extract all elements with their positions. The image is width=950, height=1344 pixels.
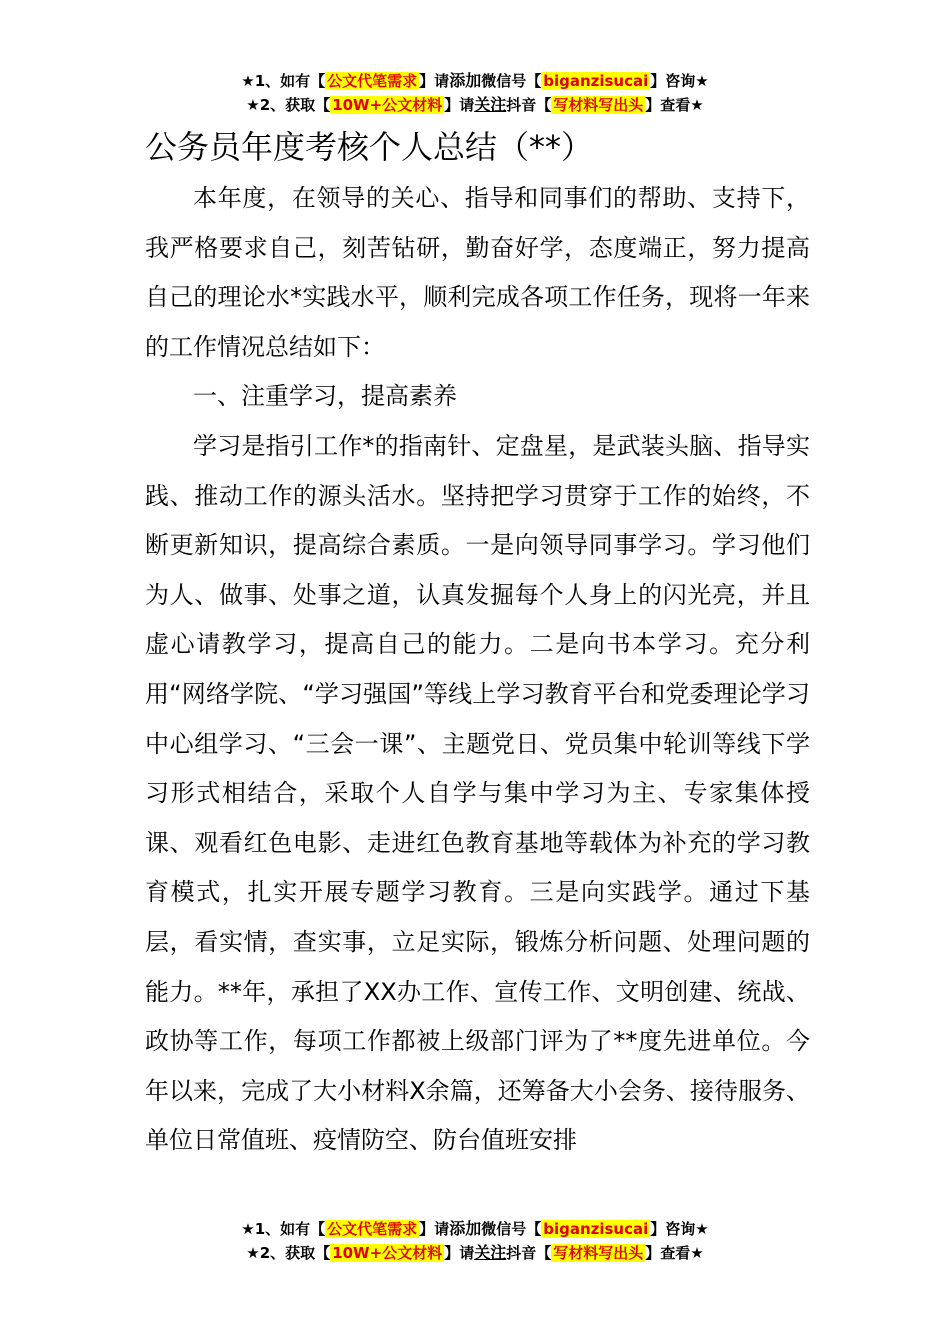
banner-text: 】请 — [419, 72, 450, 90]
section-heading: 一、注重学习，提高素养 — [193, 382, 457, 411]
banner-text: 抖音【 — [506, 96, 552, 114]
banner-line-2 — [0, 1241, 950, 1265]
banner-text: 】查看★ — [645, 96, 704, 114]
banner-text: ★2、获取【 — [246, 96, 331, 114]
banner-text: 微信号【 — [481, 72, 542, 90]
highlight-service: 公文代笔需求 — [327, 1220, 418, 1238]
banner-text: 】请 — [444, 1244, 475, 1262]
banner-text: 抖音【 — [506, 1244, 552, 1262]
highlight-wechat-id: biganzisucai — [543, 72, 649, 90]
banner-emphasis: 添加 — [449, 71, 482, 90]
banner-line-2 — [0, 93, 950, 117]
document-body — [145, 174, 810, 1166]
banner-text: ★2、获取【 — [246, 1244, 331, 1262]
banner-line-1 — [0, 1217, 950, 1241]
document-title: 公务员年度考核个人总结（**） — [145, 128, 594, 166]
banner-text: ★1、如有【 — [241, 1220, 326, 1238]
banner-emphasis: 添加 — [449, 1219, 482, 1238]
highlight-wechat-id: biganzisucai — [543, 1220, 649, 1238]
highlight-materials: 10W+公文材料 — [332, 96, 443, 114]
footer-banner — [0, 1217, 950, 1265]
banner-line-1 — [0, 69, 950, 93]
banner-text: ★1、如有【 — [241, 72, 326, 90]
banner-text: 】请 — [444, 96, 475, 114]
highlight-materials: 10W+公文材料 — [332, 1244, 443, 1262]
highlight-service: 公文代笔需求 — [327, 72, 418, 90]
highlight-douyin: 写材料写出头 — [553, 96, 644, 114]
banner-text: 】咨询★ — [650, 1220, 709, 1238]
banner-text: 】查看★ — [645, 1244, 704, 1262]
section-paragraph: 学习是指引工作*的指南针、定盘星，是武装头脑、指导实践、推动工作的源头活水。坚持把学习贯穿于工作的始终，不断更新知识，提高综合素质。一是向领导同事学习。学习他们为人、做事、处事之道，认真发掘每个人身上的闪光亮，并且虚心请教学习，提高自己的能力。二是向书本学习。充分利用“网络学院、“学习强国”等线上学习教育平台和党委理论学习中心组学习、“三会一课”、主题党日、党员集中轮训等线下学习形式相结合，采取个人自学与集中学习为主、专家集体授课、观看红色电影、走进红色教育基地等载体为补充的学习教育模式，扎实开展专题学习教育。三是向实践学。通过下基层，看实情，查实事，立足实际，锻炼分析问题、处理问题的能力。**年，承担了XX办工作、宣传工作、文明创建、统战、政协等工作，每项工作都被上级部门评为了**度先进单位。今年以来，完成了大小材料X余篇，还筹备大小会务、接待服务、单位日常值班、疫情防空、防台值班安排 — [145, 431, 810, 1155]
intro-paragraph: 本年度，在领导的关心、指导和同事们的帮助、支持下，我严格要求自己，刻苦钻研，勤奋好学，态度端正，努力提高自己的理论水*实践水平，顺利完成各项工作任务，现将一年来的工作情况总结如下： — [145, 184, 810, 361]
highlight-douyin: 写材料写出头 — [553, 1244, 644, 1262]
banner-text: 】请 — [419, 1220, 450, 1238]
banner-text: 微信号【 — [481, 1220, 542, 1238]
header-banner — [0, 69, 950, 117]
banner-emphasis: 关注 — [474, 1243, 507, 1262]
banner-emphasis: 关注 — [474, 95, 507, 114]
banner-text: 】咨询★ — [650, 72, 709, 90]
